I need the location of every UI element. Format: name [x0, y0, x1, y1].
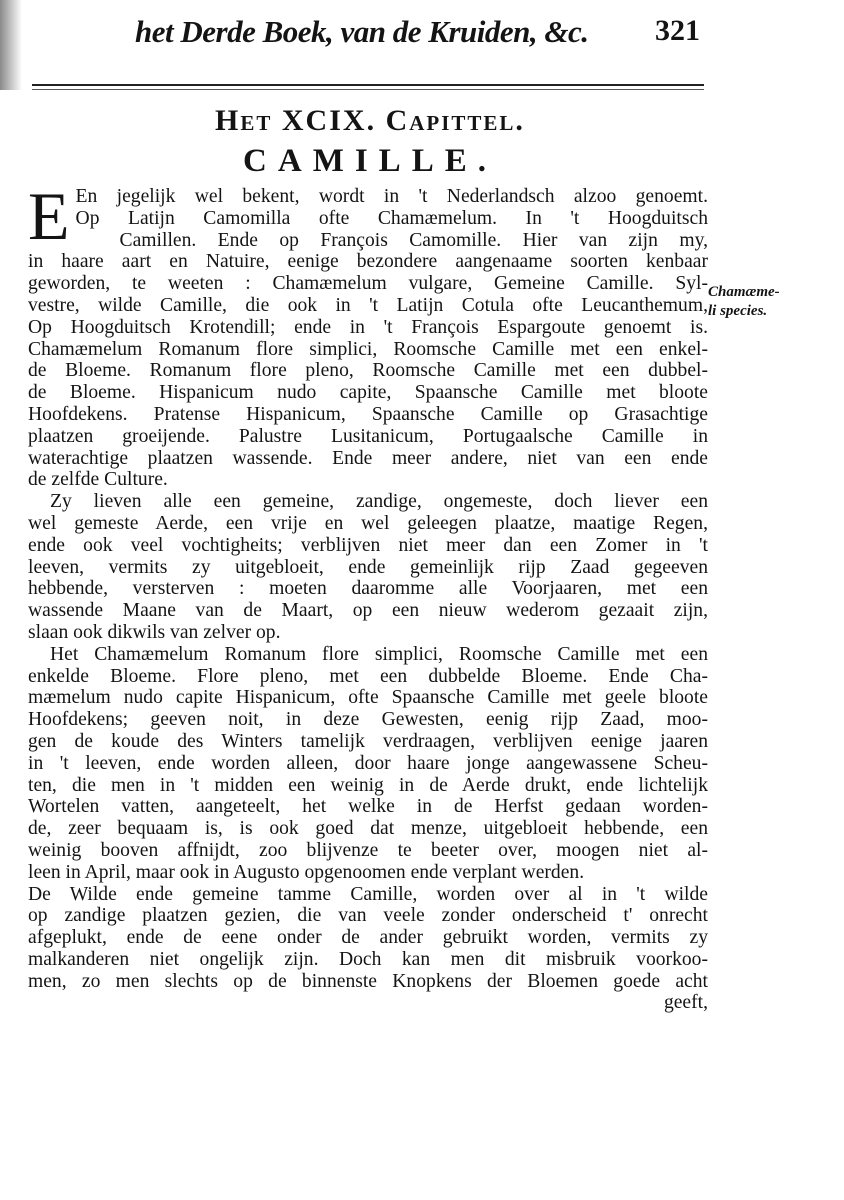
drop-cap: E [28, 178, 70, 254]
text-line: geworden, te weeten : Chamæmelum vulgare, Gemeine Camille. Syl- [28, 273, 708, 295]
running-head: het Derde Boek, van de Kruiden, &c. [135, 14, 589, 49]
margin-note-line: li species. [708, 303, 768, 319]
text-line: de Bloeme. Romanum flore pleno, Roomsche Camille met een dubbel- [28, 360, 708, 382]
paragraph-1 [28, 178, 708, 491]
text-line: Op Latijn Camomilla ofte Chamæmelum. In 't Hoogduitsch [75, 207, 708, 229]
text-line: Op Hoogduitsch Krotendill; ende in 't François Espargoute genoemt is. [28, 316, 708, 338]
text-line: waterachtige plaatzen wassende. Ende meer andere, niet van een ende [28, 447, 708, 469]
text-line: leen in April, maar ook in Augusto opgenoomen ende verplant werden. [28, 861, 585, 883]
text-line: enkelde Bloeme. Flore pleno, met een dubbelde Bloeme. Ende Cha- [28, 665, 708, 687]
chapter-heading: Het XCIX. Capittel. [215, 104, 525, 137]
text-line: Zy lieven alle een gemeine, zandige, ongemeste, doch liever een [50, 491, 708, 513]
text-line: gen de koude des Winters tamelijk verdraagen, verblijven eenige jaaren [28, 730, 708, 752]
text-line: weinig booven affnijdt, zoo blijvenze te beeter over, moogen niet al- [28, 839, 708, 861]
text-line: hebbende, versterven : moeten daaromme alle Voorjaaren, met een [28, 578, 708, 600]
paragraph-4 [28, 884, 708, 1015]
text-line: Het Chamæmelum Romanum flore simplici, Roomsche Camille met een [50, 643, 708, 665]
text-line: Camillen. Ende op François Camomille. Hier van zijn my, [119, 229, 708, 251]
text-line: malkanderen niet ongelijk zijn. Doch kan men dit misbruik voorkoo- [28, 948, 708, 970]
text-line: Hoofdekens. Pratense Hispanicum, Spaansche Camille op Grasachtige [28, 403, 708, 425]
text-line: slaan ook dikwils van zelver op. [28, 621, 281, 643]
text-line: wel gemeste Aerde, een vrije en wel geleegen plaatze, maatige Regen, [28, 512, 708, 534]
text-line: Chamæmelum Romanum flore simplici, Roomsche Camille met een enkel- [28, 338, 708, 360]
page-gutter-shadow [0, 0, 22, 90]
catchword: geeft, [663, 992, 708, 1014]
text-line: Hoofdekens; geeven noit, in deze Gewesten, eenig rijp Zaad, moo- [28, 709, 708, 731]
paragraph-3 [28, 644, 708, 884]
margin-note-line: Chamæme- [708, 284, 780, 300]
text-line: mæmelum nudo capite Hispanicum, ofte Spaansche Camille met geele bloote [28, 687, 708, 709]
page-number: 321 [655, 14, 700, 47]
text-line: in haare aart en Natuire, eenige bezondere aangenaame soorten kenbaar [28, 251, 708, 273]
text-line: wassende Maane van de Maart, op een nieuw wederom gezaait zijn, [28, 600, 708, 622]
text-line: En jegelijk wel bekent, wordt in 't Nederlandsch alzoo genoemt. [75, 186, 708, 207]
paragraph-2 [28, 491, 708, 644]
text-line: men, zo men slechts op de binnenste Knopkens der Bloemen goede acht [28, 970, 708, 992]
text-line: ende ook veel vochtigheits; verblijven niet meer dan een Zomer in 't [28, 534, 708, 556]
text-line: leeven, vermits zy uitgebloeit, ende gemeinlijk rijp Zaad gegeeven [28, 556, 708, 578]
text-line: de Bloeme. Hispanicum nudo capite, Spaansche Camille met bloote [28, 382, 708, 404]
header-rule [32, 84, 704, 90]
text-line: vestre, wilde Camille, die ook in 't Latijn Cotula ofte Leucanthemum, [28, 294, 708, 316]
text-line: Wortelen vatten, aangeteelt, het welke in de Herfst gedaan worden- [28, 796, 708, 818]
text-line: plaatzen groeijende. Palustre Lusitanicum, Portugaalsche Camille in [28, 425, 708, 447]
margin-note [708, 283, 818, 321]
body-text [28, 178, 708, 1014]
text-line: de zelfde Culture. [28, 469, 168, 491]
text-line: de, zeer bequaam is, is ook goed dat menze, uitgebloeit hebbende, een [28, 818, 708, 840]
text-line: De Wilde ende gemeine tamme Camille, worden over al in 't wilde [28, 883, 708, 905]
text-line: ten, die men in 't midden een weinig in de Aerde drukt, ende lichtelijk [28, 774, 708, 796]
plant-title: CAMILLE. [243, 143, 497, 179]
text-line: op zandige plaatzen gezien, die van veele zonder onderscheid t' onrecht [28, 905, 708, 927]
text-line: in 't leeven, ende worden alleen, door haare jonge aangewassene Scheu- [28, 752, 708, 774]
text-line: afgeplukt, ende de eene onder de ander gebruikt worden, vermits zy [28, 927, 708, 949]
